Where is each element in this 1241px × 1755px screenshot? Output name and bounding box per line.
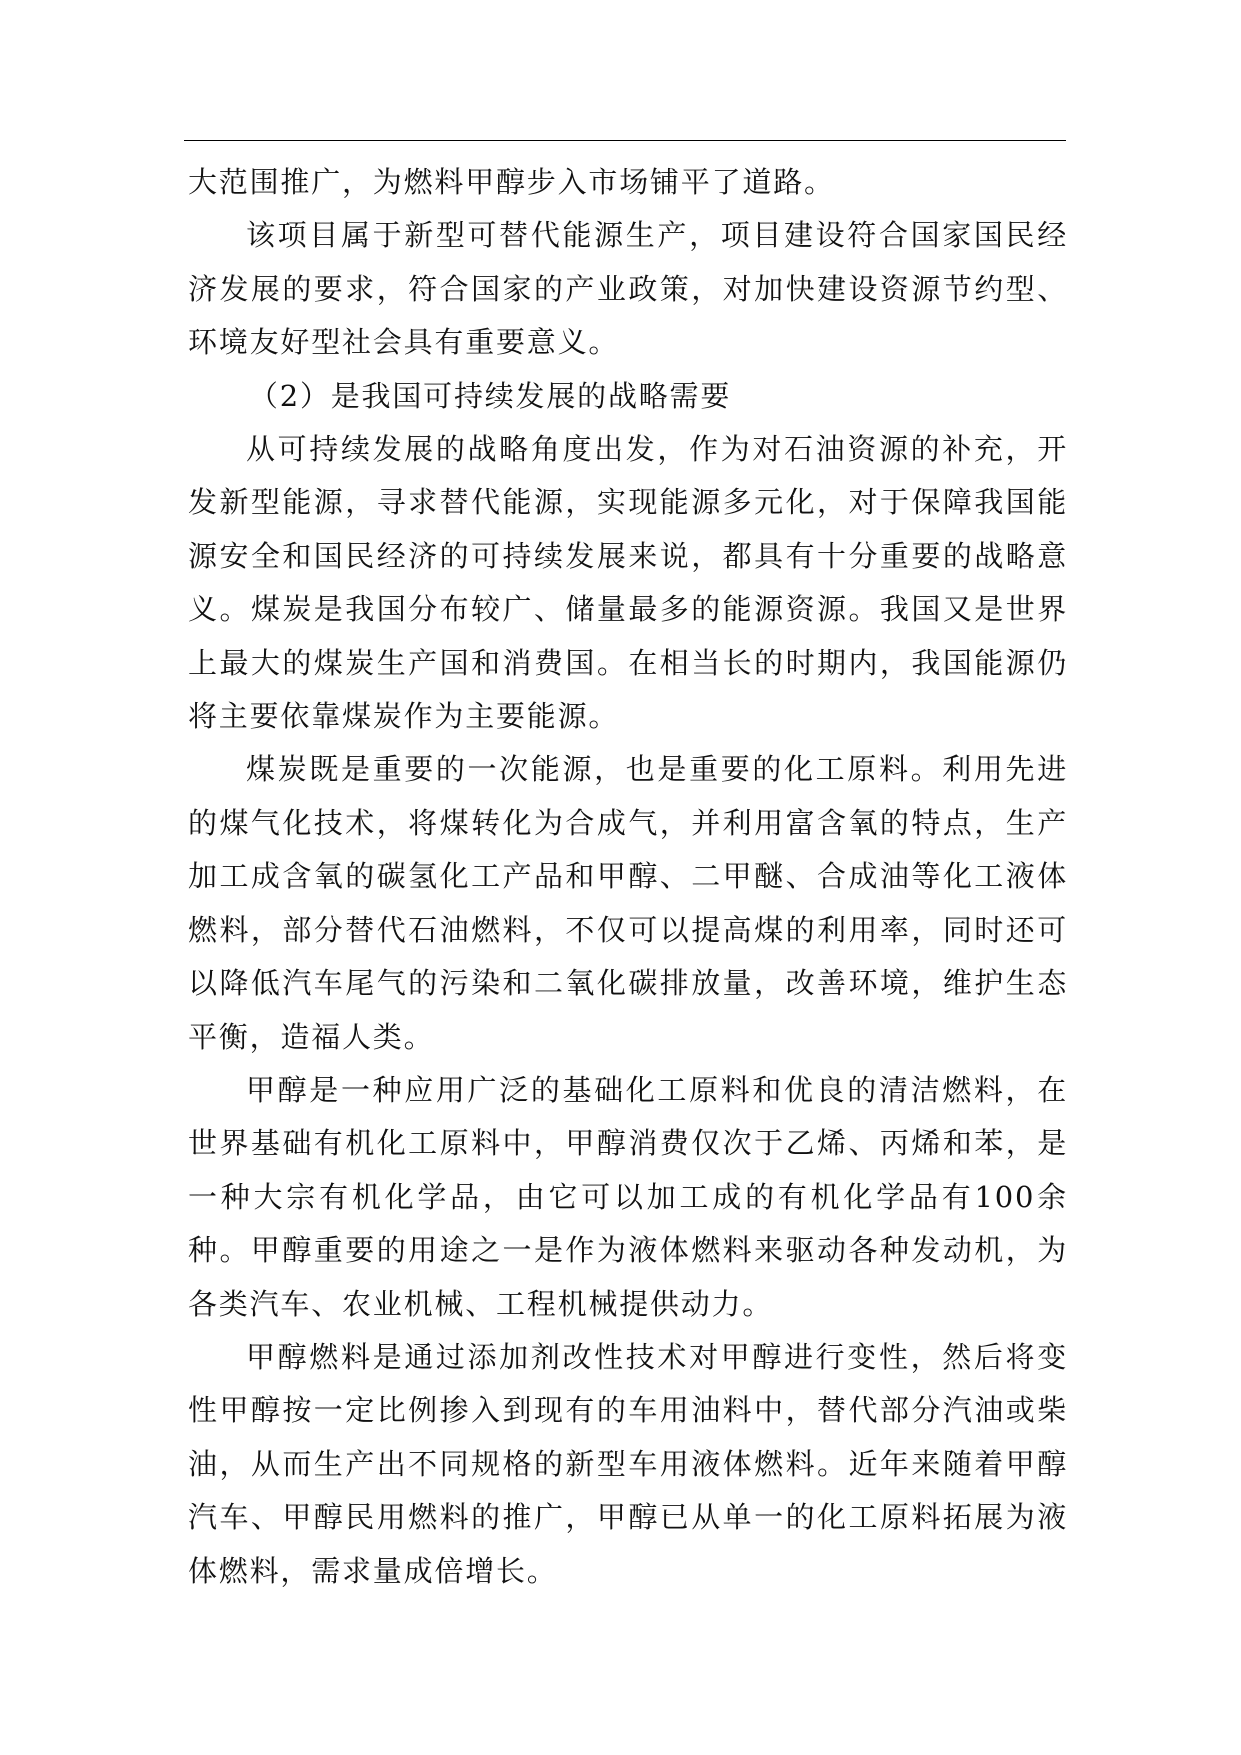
paragraph-sustainable-strategy: 从可持续发展的战略角度出发，作为对石油资源的补充，开发新型能源，寻求替代能源，实现能源多元化，对于保障我国能源安全和国民经济的可持续发展来说，都具有十分重要的战略意义。煤炭是我国分布较广、储量最多的能源资源。我国又是世界上最大的煤炭生产国和消费国。在相当长的时期内，我国能源仍将主要依靠煤炭作为主要能源。 bbox=[188, 432, 1068, 734]
paragraph-methanol-uses: 甲醇是一种应用广泛的基础化工原料和优良的清洁燃料，在世界基础有机化工原料中，甲醇消费仅次于乙烯、丙烯和苯，是一种大宗有机化学品，由它可以加工成的有机化学品有100余种。甲醇重要的用途之一是作为液体燃料来驱动各种发动机，为各类汽车、农业机械、工程机械提供动力。 bbox=[188, 1072, 1068, 1321]
paragraph-methanol-fuel: 甲醇燃料是通过添加剂改性技术对甲醇进行变性，然后将变性甲醇按一定比例掺入到现有的车用油料中，替代部分汽油或柴油，从而生产出不同规格的新型车用液体燃料。近年来随着甲醇汽车、甲醇民用燃料的推广，甲醇已从单一的化工原料拓展为液体燃料，需求量成倍增长。 bbox=[188, 1339, 1068, 1588]
paragraph-project-significance: 该项目属于新型可替代能源生产，项目建设符合国家国民经济发展的要求，符合国家的产业政策，对加快建设资源节约型、环境友好型社会具有重要意义。 bbox=[188, 218, 1068, 360]
paragraph-continuation: 大范围推广，为燃料甲醇步入市场铺平了道路。 bbox=[188, 165, 835, 199]
section-heading: （2）是我国可持续发展的战略需要 bbox=[248, 378, 732, 413]
document-body bbox=[188, 156, 1068, 1598]
header-rule bbox=[184, 140, 1066, 141]
paragraph-coal-chemical: 煤炭既是重要的一次能源，也是重要的化工原料。利用先进的煤气化技术，将煤转化为合成气，并利用富含氧的特点，生产加工成含氧的碳氢化工产品和甲醇、二甲醚、合成油等化工液体燃料，部分替代石油燃料，不仅可以提高煤的利用率，同时还可以降低汽车尾气的污染和二氧化碳排放量，改善环境，维护生态平衡，造福人类。 bbox=[188, 752, 1068, 1054]
